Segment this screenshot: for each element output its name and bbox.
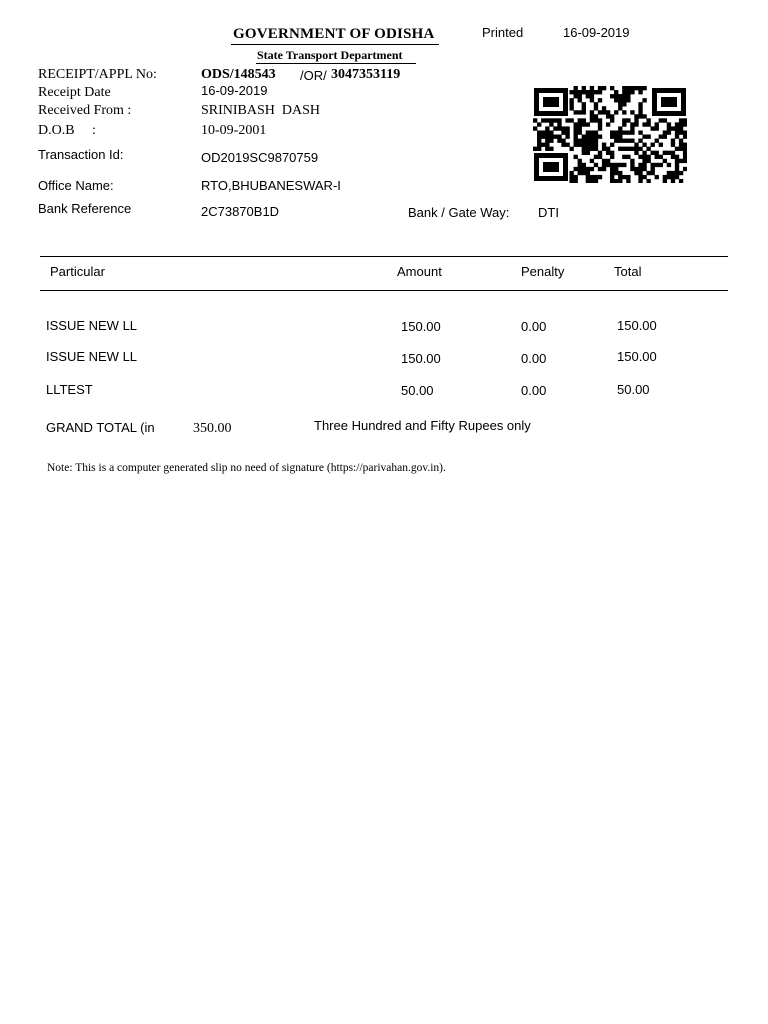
received-from-value: SRINIBASH DASH (201, 103, 321, 118)
grand-total-label: GRAND TOTAL (in (46, 420, 155, 435)
office-name-value: RTO,BHUBANESWAR-I (201, 178, 341, 193)
column-header-penalty: Penalty (521, 264, 565, 279)
row-2-penalty: 0.00 (521, 351, 547, 366)
bank-reference-label: Bank Reference (38, 201, 132, 216)
bank-reference-value: 2C73870B1D (201, 204, 280, 219)
received-from-label: Received From : (38, 103, 132, 118)
title-underline (231, 44, 439, 45)
column-header-particular: Particular (50, 264, 105, 279)
page-title: GOVERNMENT OF ODISHA (233, 26, 435, 42)
footer-note: Note: This is a computer generated slip no need of signature (https://parivahan.gov.in). (47, 462, 446, 474)
row-3-total: 50.00 (617, 382, 650, 397)
printed-label: Printed (482, 25, 524, 40)
table-top-rule (40, 256, 728, 257)
transaction-id-label: Transaction Id: (38, 147, 124, 162)
transaction-id-value: OD2019SC9870759 (201, 150, 319, 165)
subtitle-underline (256, 63, 416, 64)
or-number: 3047353119 (331, 67, 401, 82)
row-3-particular: LLTEST (46, 382, 93, 397)
gateway-label: Bank / Gate Way: (408, 205, 510, 220)
row-2-amount: 150.00 (401, 351, 441, 366)
dob-value: 10-09-2001 (201, 123, 267, 138)
row-3-amount: 50.00 (401, 383, 434, 398)
printed-date: 16-09-2019 (563, 25, 630, 40)
appl-no-label: RECEIPT/APPL No: (38, 67, 157, 82)
appl-no-value: ODS/148543 (201, 67, 276, 82)
grand-total-words: Three Hundred and Fifty Rupees only (314, 418, 531, 433)
department-subtitle: State Transport Department (257, 48, 403, 62)
or-label: /OR/ (300, 68, 327, 83)
dob-label: D.O.B : (38, 123, 96, 138)
receipt-date-label: Receipt Date (38, 85, 111, 100)
row-2-particular: ISSUE NEW LL (46, 349, 138, 364)
row-1-amount: 150.00 (401, 319, 441, 334)
gateway-value: DTI (538, 205, 559, 220)
column-header-total: Total (614, 264, 642, 279)
receipt-date-value: 16-09-2019 (201, 83, 268, 98)
row-1-penalty: 0.00 (521, 319, 547, 334)
column-header-amount: Amount (397, 264, 442, 279)
grand-total-value: 350.00 (193, 421, 232, 436)
row-1-particular: ISSUE NEW LL (46, 318, 138, 333)
row-2-total: 150.00 (617, 349, 657, 364)
qr-code-icon (533, 86, 687, 183)
row-3-penalty: 0.00 (521, 383, 547, 398)
office-name-label: Office Name: (38, 178, 114, 193)
table-header-rule (40, 290, 728, 291)
row-1-total: 150.00 (617, 318, 657, 333)
